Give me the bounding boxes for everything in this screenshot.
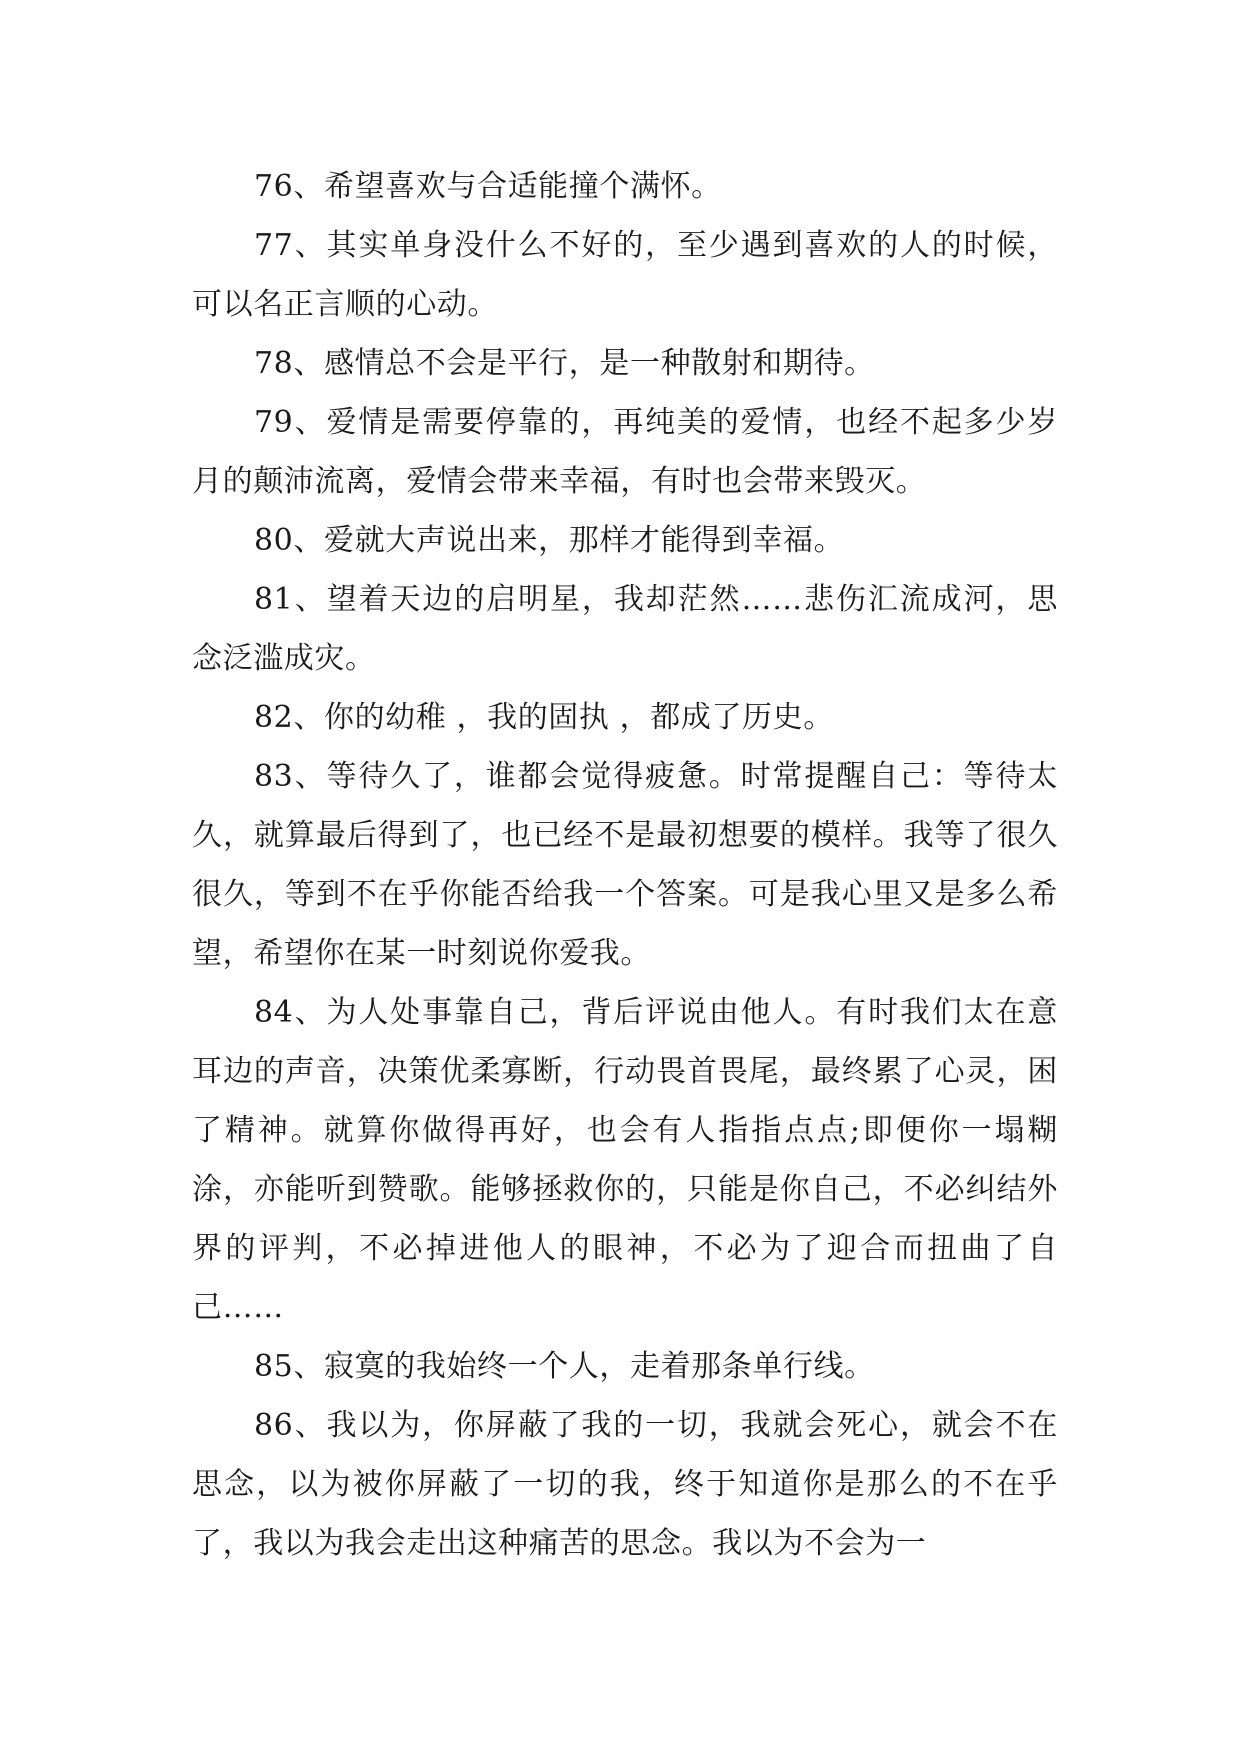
paragraph-86: 86、我以为，你屏蔽了我的一切，我就会死心，就会不在思念，以为被你屏蔽了一切的我，终于知道你是那么的不在乎了，我以为我会走出这种痛苦的思念。我以为不会为一 <box>192 1408 1058 1561</box>
paragraph-83: 83、等待久了，谁都会觉得疲惫。时常提醒自己：等待太久，就算最后得到了，也已经不是最初想要的模样。我等了很久很久，等到不在乎你能否给我一个答案。可是我心里又是多么希望，希望你在某一时刻说你爱我。 <box>192 759 1058 971</box>
paragraph-84: 84、为人处事靠自己，背后评说由他人。有时我们太在意耳边的声音，决策优柔寡断，行动畏首畏尾，最终累了心灵，困了精神。就算你做得再好，也会有人指指点点;即便你一塌糊涂，亦能听到赞歌。能够拯救你的，只能是你自己，不必纠结外界的评判，不必掉进他人的眼神，不必为了迎合而扭曲了自己…… <box>192 995 1058 1325</box>
paragraph-80: 80、爱就大声说出来，那样才能得到幸福。 <box>254 523 845 558</box>
paragraph-82: 82、你的幼稚 ，我的固执 ，都成了历史。 <box>254 700 834 735</box>
paragraph-77: 77、其实单身没什么不好的，至少遇到喜欢的人的时候，可以名正言顺的心动。 <box>192 228 1058 322</box>
paragraph-78: 78、感情总不会是平行，是一种散射和期待。 <box>254 346 875 381</box>
paragraph-81: 81、望着天边的启明星，我却茫然……悲伤汇流成河，思念泛滥成灾。 <box>192 582 1058 676</box>
document-body <box>192 157 1058 1573</box>
paragraph-76: 76、希望喜欢与合适能撞个满怀。 <box>254 169 722 204</box>
paragraph-79: 79、爱情是需要停靠的，再纯美的爱情，也经不起多少岁月的颠沛流离，爱情会带来幸福，有时也会带来毁灭。 <box>192 405 1058 499</box>
paragraph-85: 85、寂寞的我始终一个人，走着那条单行线。 <box>254 1349 875 1384</box>
